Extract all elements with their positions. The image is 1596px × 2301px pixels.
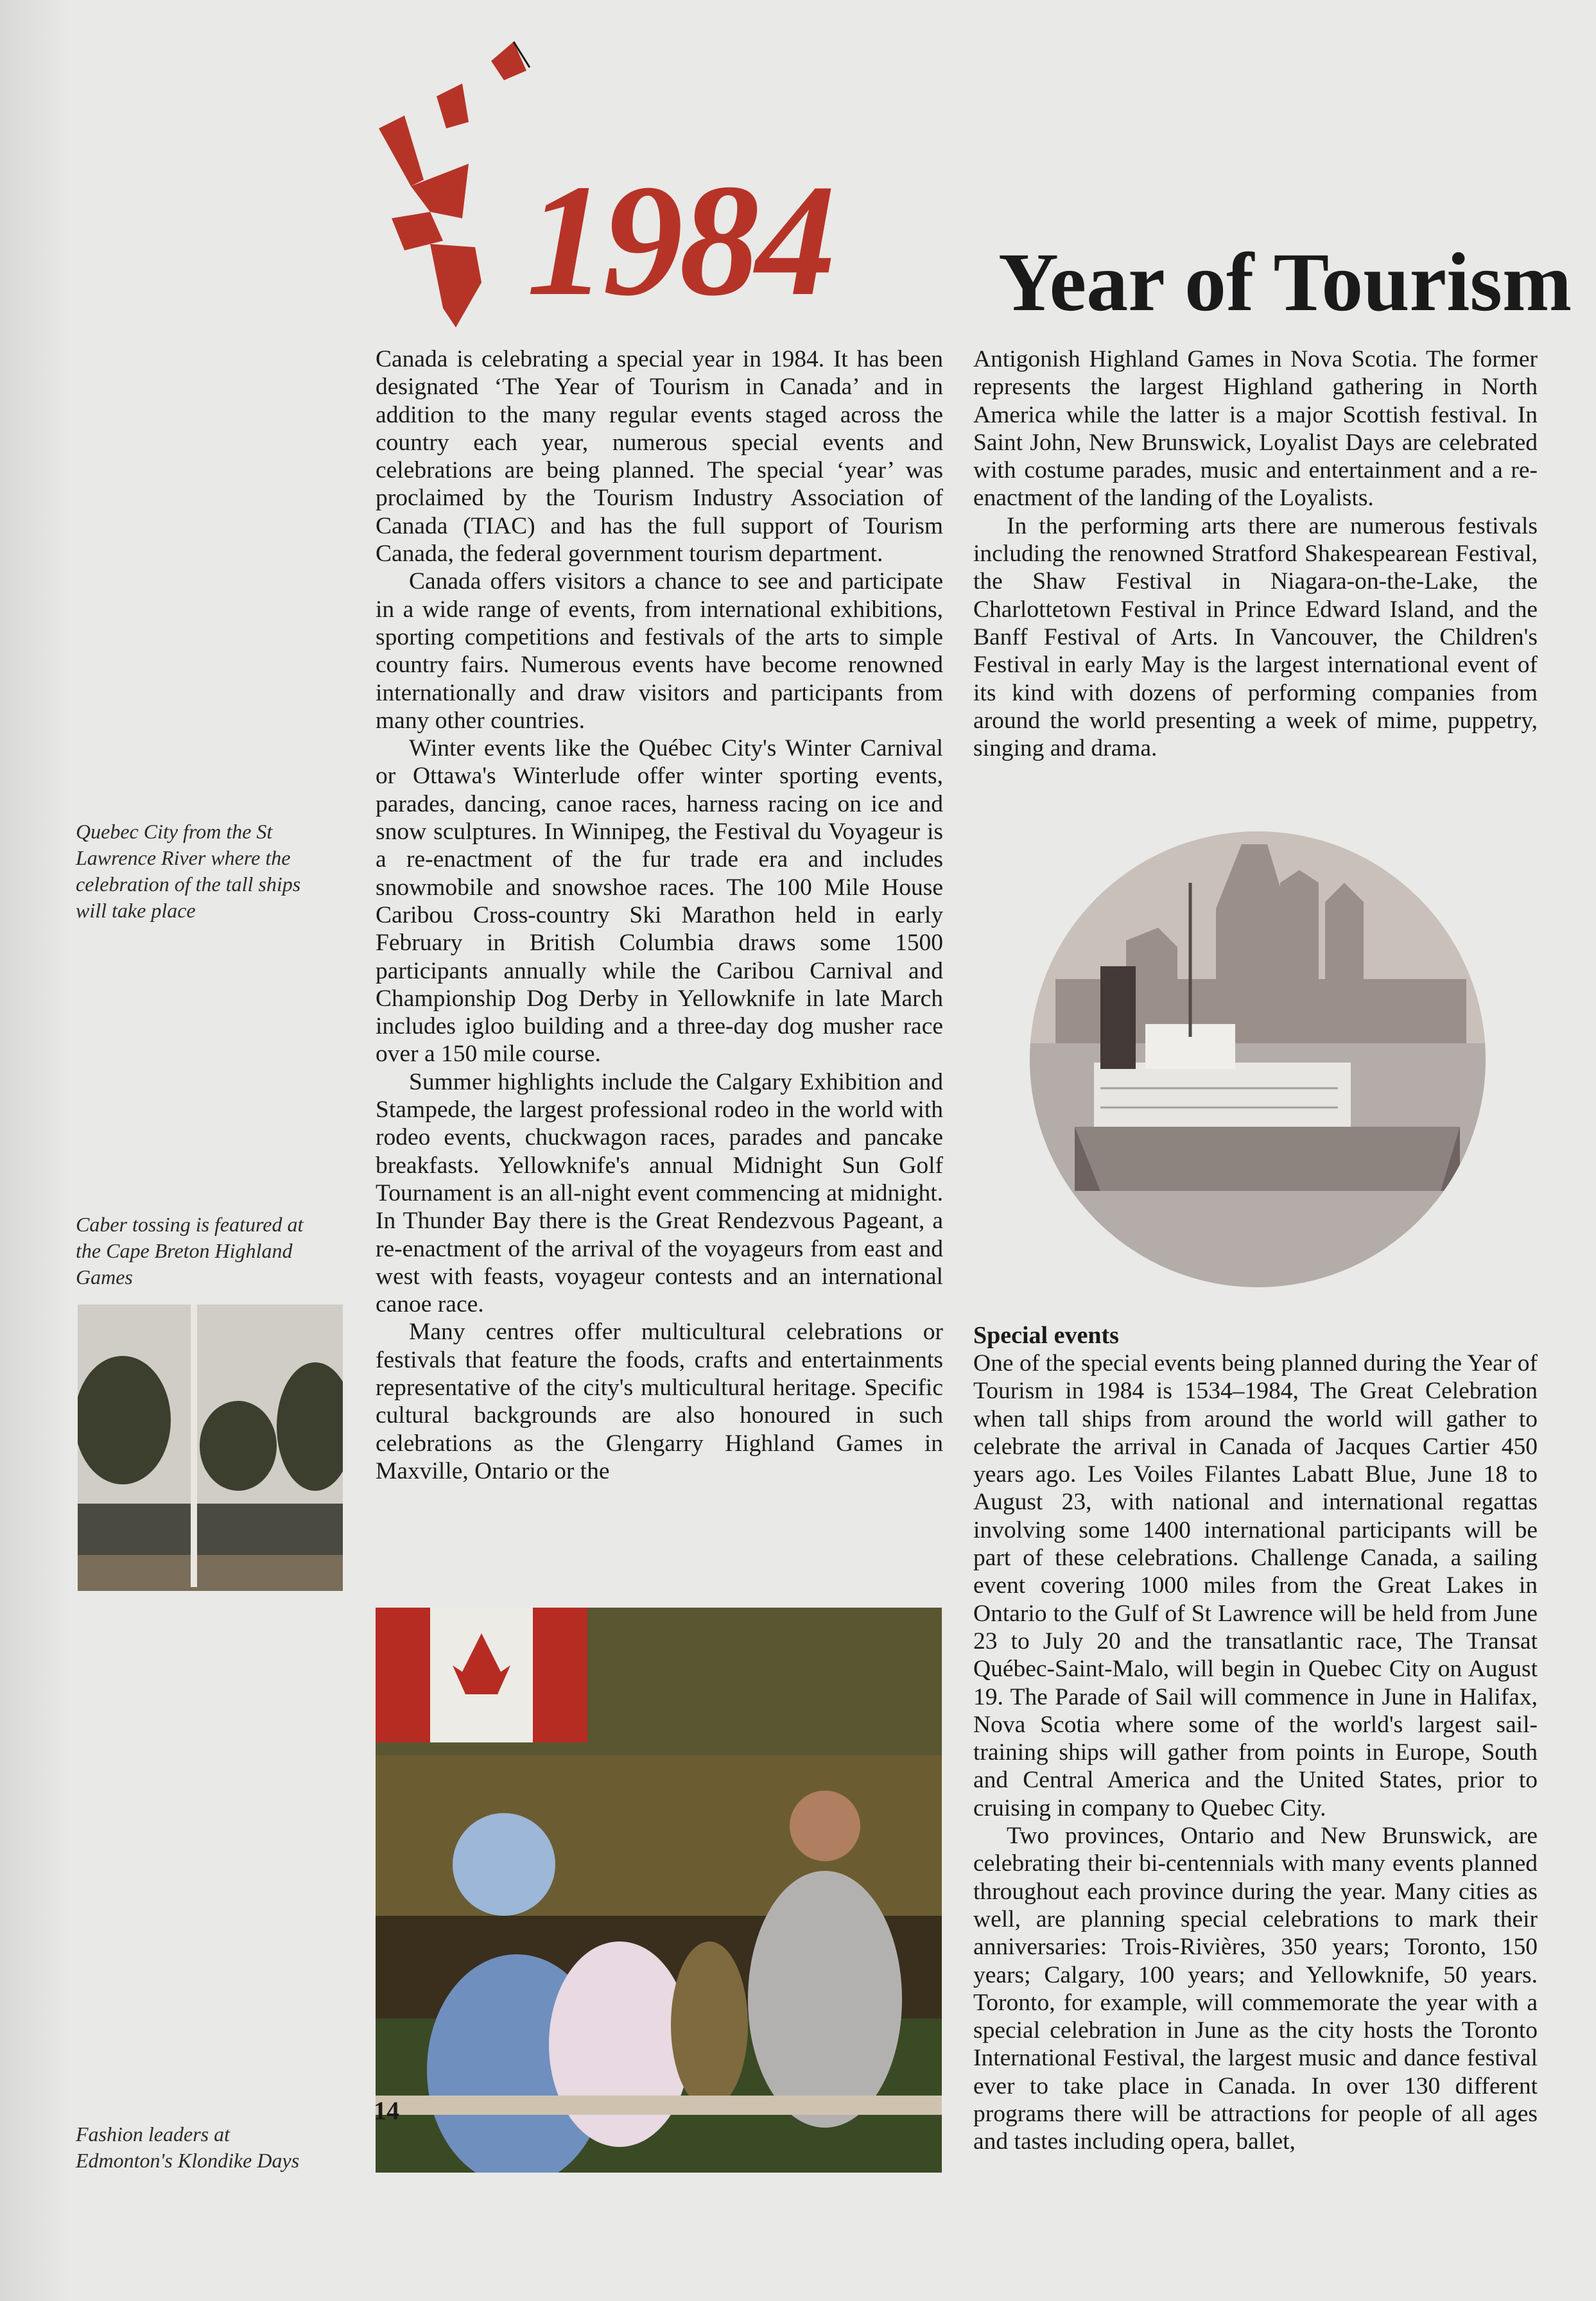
logo-year-text: 1984 [526,152,832,329]
caber-tossing-photo [78,1305,343,1591]
page-number: 14 [374,2096,399,2125]
klondike-days-fashion-photo [376,1608,942,2173]
paragraph: One of the special events being planned during the Year of Tourism in 1984 is 1534–1984, The Great Celebration when tall ships from around the world will gather to celebrate the arrival in Canada of Jacques Cartier 450 years ago. Les Voiles Filantes Labatt Blue, June 18 to August 23, with national and international regattas involving some 1400 international participants will be part of these celebrations. Challenge Canada, a sailing event covering 1000 miles from the Great Lakes in Ontario to the Gulf of St Lawrence will be held from June 23 to July 20 and the transatlantic race, The Transat Québec-Saint-Malo, will begin in Quebec City on August 19. The Parade of Sail will commence in June in Halifax, Nova Scotia where some of the world's largest sail-training ships will gather from points in Europe, South and Central America and the United States, prior to cruising in company to Quebec City. [973,1350,1538,1821]
caption-fashion: Fashion leaders at Edmonton's Klondike Days [76,2123,300,2172]
year-of-tourism-logo [366,26,944,347]
article-column-right-bottom [973,1321,1538,2156]
paragraph: Antigonish Highland Games in Nova Scotia. The former represents the largest Highland gathering in North America while the latter is a major Scottish festival. In Saint John, New Brunswick, Loyalist Days are celebrated with costume parades, music and entertainment and a re-enactment of the landing of the Loyalists. [973,346,1538,512]
caption-quebec: Quebec City from the St Lawrence River where the celebration of the tall ships will take place [76,820,301,922]
paragraph: Canada offers visitors a chance to see and participate in a wide range of events, from international exhibitions, sporting competitions and festivals of the arts to simple country fairs. Numerous events have become renowned internationally and draw visitors and participants from many other countries. [376,568,943,734]
page-gutter-shadow [0,0,71,2301]
caption-caber: Caber tossing is featured at the Cape Breton Highland Games [76,1213,304,1289]
section-heading: Special events [973,1322,1119,1349]
paragraph: Many centres offer multicultural celebrations or festivals that feature the foods, crafts and entertainments representative of the city's multicultural heritage. Specific cultural backgrounds are also honoured in such celebrations as the Glengarry Highland Games in Maxville, Ontario or the [376,1319,943,1484]
paragraph: Two provinces, Ontario and New Brunswick, are celebrating their bi-centennials with many events planned throughout each province during the year. Many cities as well, are planning special celebrations to mark their anniversaries: Trois-Rivières, 350 years; Toronto, 150 years; Calgary, 100 years; and Yellowknife, 50 years. Toronto, for example, will commemorate the year with a special celebration in June as the city hosts the Toronto International Festival, the largest music and dance festival ever to take place in Canada. In over 130 different programs there will be attractions for people of all ages and tastes including opera, ballet, [973,1823,1538,2155]
quebec-city-photo [1030,831,1486,1287]
paragraph: Winter events like the Québec City's Winter Carnival or Ottawa's Winterlude offer winter sporting events, parades, dancing, canoe races, harness racing on ice and snow sculptures. In Winnipeg, the Festival du Voyageur is a re-enactment of the fur trade era and includes snowmobile and snowshoe races. The 100 Mile House Caribou Cross-country Ski Marathon held in early February in British Columbia draws some 1500 participants annually while the Caribou Carnival and Championship Dog Derby in Yellowknife in late March includes igloo building and a three-day dog musher race over a 150 mile course. [376,735,943,1068]
article-column-left [376,345,943,1485]
page-title: Year of Tourism [998,236,1572,329]
paragraph: Summer highlights include the Calgary Exhibition and Stampede, the largest professional rodeo in the world with rodeo events, chuckwagon races, parades and pancake breakfasts. Yellowknife's annual Midnight Sun Golf Tournament is an all-night event commencing at midnight. In Thunder Bay there is the Great Rendezvous Pageant, a re-enactment of the arrival of the voyageurs from east and west with feasts, voyageur contests and an international canoe race. [376,1068,943,1318]
paragraph: Canada is celebrating a special year in 1984. It has been designated ‘The Year of Tourism in Canada’ and in addition to the many regular events staged across the country each year, numerous special events and celebrations are being planned. The special ‘year’ was proclaimed by the Tourism Industry Association of Canada (TIAC) and has the full support of Tourism Canada, the federal government tourism department. [376,346,943,568]
article-column-right-top [973,345,1538,762]
paragraph: In the performing arts there are numerous festivals including the renowned Stratford Shakespearean Festival, the Shaw Festival in Niagara-on-the-Lake, the Charlottetown Festival in Prince Edward Island, and the Banff Festival of Arts. In Vancouver, the Children's Festival in early May is the largest international event of its kind with dozens of performing companies from around the world presenting a week of mime, puppetry, singing and drama. [973,512,1538,762]
